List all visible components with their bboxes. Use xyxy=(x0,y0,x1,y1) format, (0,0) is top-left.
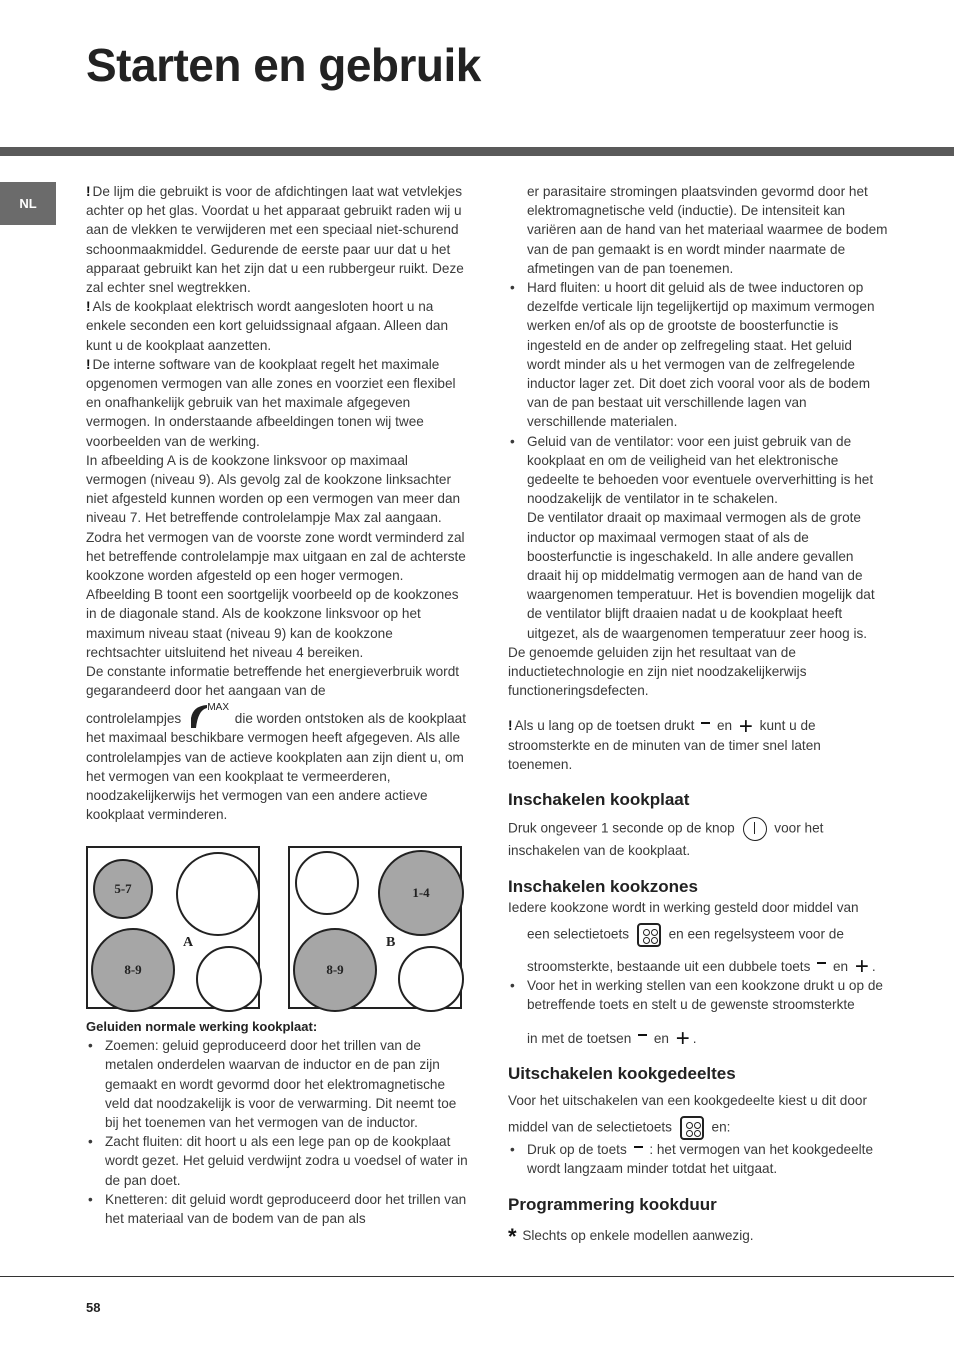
noise-heading: Geluiden normale werking kookplaat: xyxy=(86,1019,318,1034)
header-divider xyxy=(0,147,954,156)
paragraph-text: en xyxy=(653,1030,669,1046)
paragraph xyxy=(86,297,468,355)
minus-icon xyxy=(634,1146,643,1148)
asterisk-mark: * xyxy=(508,1223,517,1249)
period: . xyxy=(871,958,876,974)
list-item: • Zacht fluiten: dit hoort u als een lege pan op de kookplaat wordt gezet. Het geluid verdwijnt zodra u voedsel of water in de pan doet. xyxy=(86,1132,468,1190)
paragraph xyxy=(508,953,888,981)
minus-icon xyxy=(701,722,710,724)
hob-diagram-b xyxy=(288,846,462,1009)
page-title: Starten en gebruik xyxy=(86,39,481,91)
list-item: • Voor het in werking stellen van een kookzone drukt u op de betreffende toets en stelt u de gewenste stroomsterkte xyxy=(508,976,888,1014)
max-label: MAX xyxy=(207,702,229,714)
burner-front-left: 8-9 xyxy=(293,928,377,1012)
footer-divider xyxy=(0,1276,954,1277)
paragraph-text: en xyxy=(716,718,733,734)
warning-mark: ! xyxy=(86,184,91,199)
paragraph xyxy=(508,1116,888,1140)
paragraph-text: De lijm die gebruikt is voor de afdichtingen laat wat vetvlekjes achter op het glas. Voordat u het apparaat gebruikt raden wij u aan de vlekken te verwijderen met een speciaal niet-schurend schoonmaakmiddel. Gedurende de eerste paar uur dat u het apparaat gebruikt kan het zijn dat u een rubbergeur ruikt. Deze zal echter snel wegtrekken. xyxy=(86,184,464,296)
paragraph: er parasitaire stromingen plaatsvinden gevormd door het elektromagnetische veld (inductie). De intensiteit kan variëren aan de hand van het materiaal waarmee de bodem van de pan gemaakt is en wordt minder naarmate de afmetingen van de pan toenemen. xyxy=(527,184,888,276)
paragraph xyxy=(508,1024,888,1052)
paragraph xyxy=(86,182,468,297)
paragraph-text: Druk ongeveer 1 seconde op de knop xyxy=(508,820,735,836)
selector-key-icon xyxy=(680,1116,704,1140)
plus-icon: + xyxy=(738,712,753,740)
paragraph-text: : het vermogen van het kookgedeelte wordt langzaam minder totdat het uitgaat. xyxy=(527,1142,874,1177)
paragraph-text: een selectietoets xyxy=(527,926,630,942)
paragraph-text: en een regelsysteem voor de xyxy=(668,926,844,942)
paragraph-text: in met de toetsen xyxy=(527,1030,632,1046)
paragraph: Voor het uitschakelen van een kookgedeelte kiest u dit door xyxy=(508,1092,867,1108)
section-heading: Uitschakelen kookgedeeltes xyxy=(508,1063,736,1083)
paragraph-text: en xyxy=(832,958,849,974)
left-column xyxy=(86,182,468,825)
paragraph xyxy=(508,817,888,860)
page-number: 58 xyxy=(86,1300,101,1315)
period: . xyxy=(692,1030,697,1046)
paragraph xyxy=(508,712,888,774)
paragraph: De ventilator draait op maximaal vermogen als de grote inductor op maximaal vermogen staat of als de boosterfunctie is ingeschakeld. In alle andere gevallen draait hij op middelmatig vermogen aan de hand van de waargenomen temperatuur. Het is bovendien mogelijk dat de ventilator blijft draaien nadat u de kookplaat heeft uitgezet, als de waargenomen temperatuur zeer hoog is. xyxy=(527,510,875,641)
paragraph-text: die worden ontstoken als de kookplaat het maximaal beschikbare vermogen heeft afgegeven. Als alle controlelampjes van de actieve kookplaten aan zijn dient u, om het vermogen van een kookplaat te vermeerderen, noodzakelijkerwijs het vermogen van een andere actieve kookplaat verminderen. xyxy=(86,711,467,823)
paragraph: De genoemde geluiden zijn het resultaat van de inductietechnologie en zijn niet noodzakelijkerwijs functioneringsdefecten. xyxy=(508,644,807,699)
list-item: • Hard fluiten: u hoort dit geluid als de twee inductoren op dezelfde verticale lijn tegelijkertijd op maximum vermogen werken en/of als op de grootste de boosterfunctie is ingesteld en de ander op zelfregeling staat. Het geluid wordt minder als u het vermogen van de zelfregelende inductor lager zet. Dit doet zich vooral voor als de bodem van de pan bestaat uit verschillende lagen van verschillende materialen. xyxy=(508,278,888,432)
burner-rear-left xyxy=(295,851,359,915)
paragraph-text: Als u lang op de toetsen drukt xyxy=(514,718,695,734)
diagram-label: B xyxy=(386,935,396,950)
paragraph xyxy=(86,355,468,451)
paragraph: Afbeelding B toont een soortgelijk voorbeeld op de kookzones in de diagonale stand. Als de kookzone linksvoor op het maximum niveau staat (niveau 9) kan de kookzone rechtsachter uitsluitend het niveau 4 bereiken. xyxy=(86,587,459,660)
burner-rear-right xyxy=(176,852,260,936)
warning-mark: ! xyxy=(508,718,513,734)
minus-icon xyxy=(817,962,826,964)
burner-rear-left: 5-7 xyxy=(93,859,153,919)
paragraph xyxy=(508,923,888,947)
plus-icon: + xyxy=(675,1024,690,1052)
paragraph xyxy=(86,704,468,824)
paragraph-text: Als de kookplaat elektrisch wordt aangesloten hoort u na enkele seconden een kort geluidssignaal afgaan. Alleen dan kunt u de kookplaat aanzetten. xyxy=(86,299,449,353)
paragraph-text: controlelampjes xyxy=(86,711,182,727)
minus-icon xyxy=(638,1034,647,1036)
footnote xyxy=(508,1223,888,1249)
selector-key-icon xyxy=(637,923,661,947)
warning-mark: ! xyxy=(86,299,91,315)
section-heading: Programmering kookduur xyxy=(508,1194,717,1214)
warning-mark: ! xyxy=(86,356,91,372)
paragraph: In afbeelding A is de kookzone linksvoor op maximaal vermogen (niveau 9). Als gevolg zal de kookzone linksachter niet afgesteld kunnen worden op een vermogen van meer dan niveau 7. Het betreffende controlelampje Max zal aangaan. Zodra het vermogen van de voorste zone wordt verminderd zal het betreffende controlelampje max uitgaan en zal de achterste kookzone worden afgesteld op een hoger vermogen. xyxy=(86,452,466,584)
paragraph-text: middel van de selectietoets xyxy=(508,1119,672,1135)
power-icon xyxy=(743,817,767,841)
list-item: • Zoemen: geluid geproduceerd door het trillen van de metalen onderdelen waarvan de inductor en de pan zijn gemaakt en wordt gevormd door het elektromagnetische veld dat noodzakelijk is voor de verwarming. Dit neemt toe bij het toenemen van het vermogen van de inductor. xyxy=(86,1036,468,1132)
right-column xyxy=(508,182,888,1249)
paragraph-text: Druk op de toets xyxy=(527,1142,627,1158)
paragraph-text: en: xyxy=(711,1119,731,1135)
list-item xyxy=(508,1140,888,1178)
list-item: • Knetteren: dit geluid wordt geproduceerd door het trillen van het materiaal van de bodem van de pan als xyxy=(86,1190,468,1228)
paragraph: Iedere kookzone wordt in werking gesteld door middel van xyxy=(508,899,859,915)
burner-rear-right: 1-4 xyxy=(378,850,464,936)
max-indicator-icon xyxy=(187,704,229,728)
paragraph-text: voor het inschakelen van de kookplaat. xyxy=(508,820,824,859)
burner-front-right xyxy=(196,946,262,1012)
list-item: • Geluid van de ventilator: voor een juist gebruik van de kookplaat en om de veiligheid van het elektronische gedeelte te behoeden voor eventuele oververhitting is het noodzakelijk de ventilator in te schakelen. xyxy=(508,432,888,509)
paragraph-text: kunt u de stroomsterkte en de minuten van de timer snel laten toenemen. xyxy=(508,718,821,772)
paragraph-text: De interne software van de kookplaat regelt het maximale opgenomen vermogen van alle zones en voorziet een flexibel en onafhankelijk gebruik van het maximale afgegeven vermogen. In onderstaande afbeeldingen tonen wij twee voorbeelden van de werking. xyxy=(86,356,456,449)
paragraph: De constante informatie betreffende het energieverbruik wordt gegarandeerd door het aangaan van de xyxy=(86,664,460,699)
section-heading: Inschakelen kookplaat xyxy=(508,790,690,810)
section-heading: Inschakelen kookzones xyxy=(508,876,698,896)
diagram-label: A xyxy=(183,935,194,950)
paragraph-text: stroomsterkte, bestaande uit een dubbele toets xyxy=(527,958,811,974)
burner-front-left: 8-9 xyxy=(91,928,175,1012)
footnote-text: Slechts op enkele modellen aanwezig. xyxy=(522,1227,754,1243)
language-tab: NL xyxy=(0,182,56,225)
hob-diagram-a xyxy=(86,846,260,1009)
burner-front-right xyxy=(398,946,464,1012)
left-column-lower xyxy=(86,1017,468,1228)
plus-icon: + xyxy=(854,953,869,981)
